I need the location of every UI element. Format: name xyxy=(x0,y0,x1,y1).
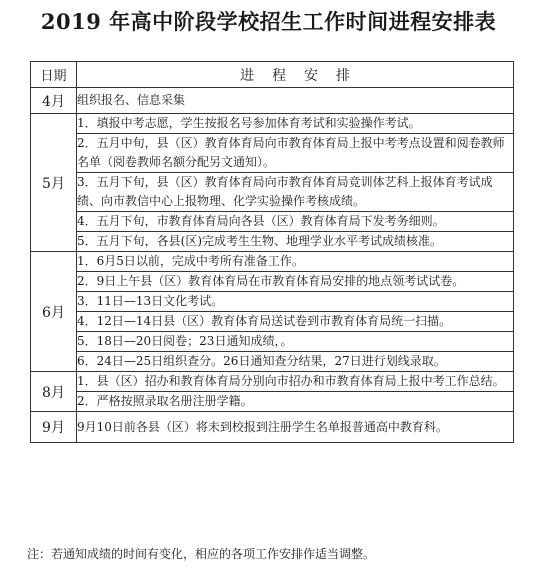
table-row xyxy=(31,372,514,392)
plan-item: 5．五月下旬，各县(区)完成考生生物、地理学业水平考试成绩核准。 xyxy=(77,232,514,252)
month-cell: 6月 xyxy=(31,252,77,372)
plan-item: 1．6月5日以前，完成中考所有准备工作。 xyxy=(77,252,514,272)
table-row xyxy=(31,332,514,352)
plan-item: 组织报名、信息采集 xyxy=(77,88,514,114)
plan-item: 2．9日上午县（区）教育体育局在市教育体育局安排的地点领考试试卷。 xyxy=(77,272,514,292)
table-row xyxy=(31,232,514,252)
plan-item: 6．24日—25日组织查分。26日通知查分结果，27日进行划线录取。 xyxy=(77,352,514,372)
table-row xyxy=(31,412,514,443)
plan-item: 1．县（区）招办和教育体育局分别向市招办和市教育体育局上报中考工作总结。 xyxy=(77,372,514,392)
month-cell: 9月 xyxy=(31,412,77,443)
plan-item: 1．填报中考志愿，学生按报名号参加体育考试和实验操作考试。 xyxy=(77,114,514,134)
table-row xyxy=(31,252,514,272)
table-row xyxy=(31,392,514,412)
plan-item: 4．五月下旬，市教育体育局向各县（区）教育体育局下发考务细则。 xyxy=(77,212,514,232)
plan-item: 5．18日—20日阅卷；23日通知成绩，。 xyxy=(77,332,514,352)
table-row xyxy=(31,292,514,312)
page-title: 2019 年高中阶段学校招生工作时间进程安排表 xyxy=(40,9,497,34)
table-row xyxy=(31,212,514,232)
plan-item: 4．12日—14日县（区）教育体育局送试卷到市教育体育局统一扫描。 xyxy=(77,312,514,332)
month-cell: 8月 xyxy=(31,372,77,412)
plan-item: 3．11日—13日文化考试。 xyxy=(77,292,514,312)
header-month: 日期 xyxy=(31,62,77,88)
table-row xyxy=(31,173,514,212)
schedule-table xyxy=(30,61,514,443)
plan-item: 2．五月中旬，县（区）教育体育局向市教育体育局上报中考考点设置和阅卷教师名单（阅卷教师名额分配另文通知）。 xyxy=(77,134,514,173)
table-row xyxy=(31,312,514,332)
table-row xyxy=(31,352,514,372)
table-row xyxy=(31,88,514,114)
table-row xyxy=(31,114,514,134)
plan-item: 3．五月下旬，县（区）教育体育局向市教育体育局竞训体艺科上报体育考试成绩、向市教信中心上报物理、化学实验操作考核成绩。 xyxy=(77,173,514,212)
plan-item: 2．严格按照录取名册注册学籍。 xyxy=(77,392,514,412)
header-plan: 进程安排 xyxy=(77,62,514,88)
table-row xyxy=(31,272,514,292)
plan-item: 9月10日前各县（区）将未到校报到注册学生名单报普通高中教育科。 xyxy=(77,412,514,443)
month-cell: 5月 xyxy=(31,114,77,252)
table-row xyxy=(31,134,514,173)
footnote: 注：若通知成绩的时间有变化，相应的各项工作安排作适当调整。 xyxy=(27,547,376,561)
table-header-row xyxy=(31,62,514,88)
month-cell: 4月 xyxy=(31,88,77,114)
